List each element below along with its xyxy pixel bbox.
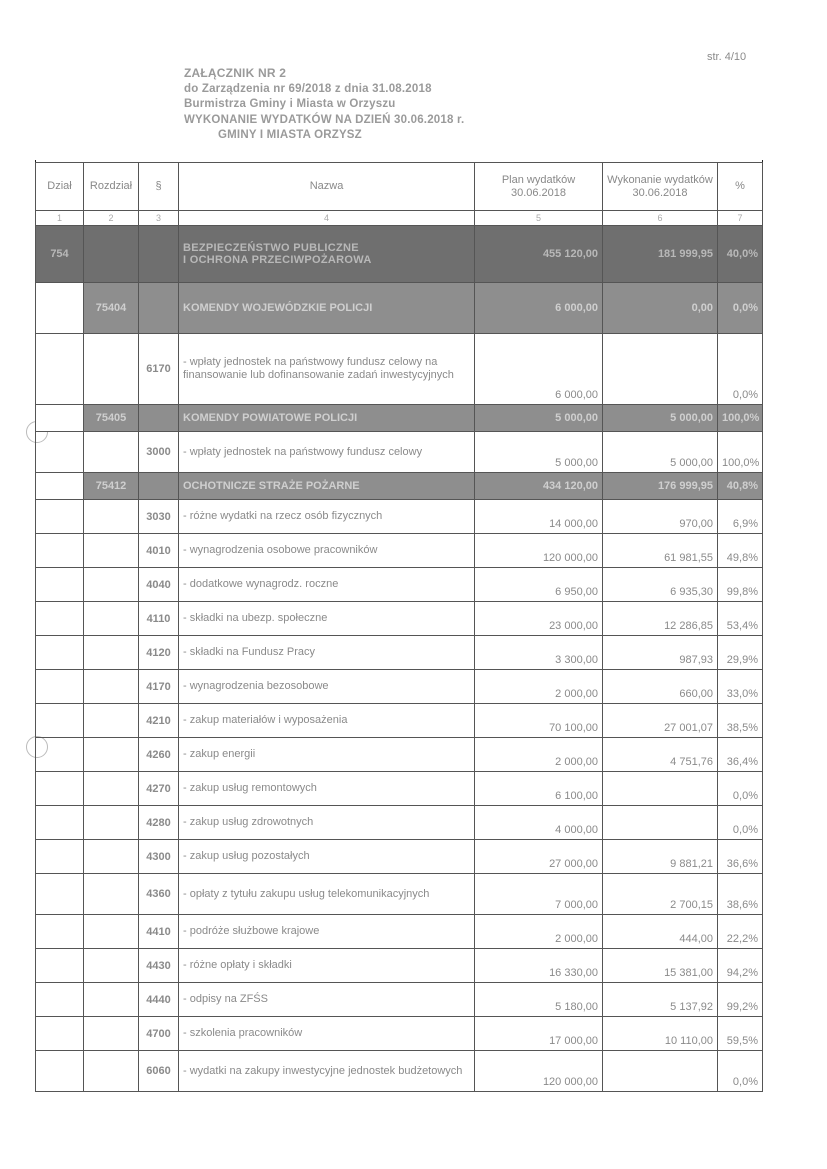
row-blank bbox=[84, 983, 139, 1017]
header-title: WYKONANIE WYDATKÓW NA DZIEŃ 30.06.2018 r. bbox=[184, 113, 465, 126]
page-number: str. 4/10 bbox=[707, 51, 747, 63]
row-blank bbox=[36, 636, 84, 670]
row-blank bbox=[84, 1051, 139, 1092]
row-name: - różne opłaty i składki bbox=[179, 949, 475, 983]
row-blank bbox=[36, 534, 84, 568]
row-blank bbox=[84, 334, 139, 405]
subsection-plan: 5 000,00 bbox=[475, 405, 603, 432]
row-paragraf: 4280 bbox=[139, 806, 179, 840]
col-number: 7 bbox=[718, 211, 763, 226]
table-row bbox=[36, 1051, 763, 1092]
subsection-percent: 40,8% bbox=[718, 473, 763, 500]
row-blank bbox=[36, 432, 84, 473]
table-row bbox=[36, 334, 763, 405]
section-name-line1: BEZPIECZEŃSTWO PUBLICZNE bbox=[183, 242, 359, 254]
row-blank bbox=[84, 534, 139, 568]
row-wykonanie: 12 286,85 bbox=[603, 602, 718, 636]
section-blank bbox=[84, 226, 139, 283]
row-blank bbox=[36, 1051, 84, 1092]
row-blank bbox=[36, 983, 84, 1017]
row-wykonanie bbox=[603, 772, 718, 806]
row-paragraf: 6170 bbox=[139, 334, 179, 405]
row-percent: 0,0% bbox=[718, 806, 763, 840]
section-name-line2: I OCHRONA PRZECIWPOŻAROWA bbox=[183, 254, 372, 266]
row-paragraf: 4040 bbox=[139, 568, 179, 602]
section-dzial: 754 bbox=[36, 226, 84, 283]
row-percent: 94,2% bbox=[718, 949, 763, 983]
row-name: - składki na ubezp. społeczne bbox=[179, 602, 475, 636]
row-percent: 6,9% bbox=[718, 500, 763, 534]
row-wykonanie: 10 110,00 bbox=[603, 1017, 718, 1051]
table-row bbox=[36, 602, 763, 636]
row-blank bbox=[36, 1017, 84, 1051]
table-row bbox=[36, 949, 763, 983]
subsection-plan: 434 120,00 bbox=[475, 473, 603, 500]
row-paragraf: 4410 bbox=[139, 915, 179, 949]
column-number-row bbox=[36, 211, 763, 226]
row-plan: 6 000,00 bbox=[475, 334, 603, 405]
row-blank bbox=[84, 500, 139, 534]
subsection-row bbox=[36, 405, 763, 432]
row-plan: 2 000,00 bbox=[475, 915, 603, 949]
row-paragraf: 3000 bbox=[139, 432, 179, 473]
subsection-blank bbox=[36, 405, 84, 432]
row-name: - wydatki na zakupy inwestycyjne jednostek budżetowych bbox=[179, 1051, 475, 1092]
row-plan: 14 000,00 bbox=[475, 500, 603, 534]
subsection-blank bbox=[36, 473, 84, 500]
row-wykonanie: 5 000,00 bbox=[603, 432, 718, 473]
row-blank bbox=[36, 704, 84, 738]
row-wykonanie: 27 001,07 bbox=[603, 704, 718, 738]
row-name: - wpłaty jednostek na państwowy fundusz celowy na finansowanie lub dofinansowanie zadań inwestycyjnych bbox=[179, 334, 475, 405]
row-paragraf: 4360 bbox=[139, 874, 179, 915]
row-name: - zakup usług remontowych bbox=[179, 772, 475, 806]
row-wykonanie: 5 137,92 bbox=[603, 983, 718, 1017]
row-name: - składki na Fundusz Pracy bbox=[179, 636, 475, 670]
row-name: - szkolenia pracowników bbox=[179, 1017, 475, 1051]
row-percent: 59,5% bbox=[718, 1017, 763, 1051]
row-plan: 4 000,00 bbox=[475, 806, 603, 840]
table-row bbox=[36, 568, 763, 602]
row-blank bbox=[84, 568, 139, 602]
col-header-wykonanie: Wykonanie wydatków 30.06.2018 bbox=[603, 163, 718, 211]
row-wykonanie bbox=[603, 806, 718, 840]
row-plan: 23 000,00 bbox=[475, 602, 603, 636]
row-blank bbox=[84, 704, 139, 738]
table-row bbox=[36, 915, 763, 949]
row-name: - wynagrodzenia osobowe pracowników bbox=[179, 534, 475, 568]
col-number: 2 bbox=[84, 211, 139, 226]
col-number: 3 bbox=[139, 211, 179, 226]
row-blank bbox=[36, 772, 84, 806]
subsection-wykonanie: 176 999,95 bbox=[603, 473, 718, 500]
row-name: - odpisy na ZFŚS bbox=[179, 983, 475, 1017]
row-wykonanie: 61 981,55 bbox=[603, 534, 718, 568]
header-ordinance: do Zarządzenia nr 69/2018 z dnia 31.08.2018 bbox=[184, 82, 432, 95]
row-name: - opłaty z tytułu zakupu usług telekomunikacyjnych bbox=[179, 874, 475, 915]
row-blank bbox=[36, 670, 84, 704]
section-blank bbox=[139, 226, 179, 283]
row-blank bbox=[36, 874, 84, 915]
section-name bbox=[179, 226, 475, 283]
row-name: - zakup usług zdrowotnych bbox=[179, 806, 475, 840]
row-blank bbox=[36, 568, 84, 602]
table-row bbox=[36, 534, 763, 568]
col-header-rozdzial: Rozdział bbox=[84, 163, 139, 211]
subsection-row bbox=[36, 283, 763, 334]
header-municipality: GMINY I MIASTA ORZYSZ bbox=[218, 129, 362, 141]
document-header bbox=[184, 66, 464, 144]
subsection-rozdzial: 75412 bbox=[84, 473, 139, 500]
expenditure-table bbox=[35, 162, 763, 1092]
row-blank bbox=[36, 840, 84, 874]
row-percent: 99,8% bbox=[718, 568, 763, 602]
row-percent: 38,5% bbox=[718, 704, 763, 738]
section-plan: 455 120,00 bbox=[475, 226, 603, 283]
row-blank bbox=[36, 949, 84, 983]
row-wykonanie: 660,00 bbox=[603, 670, 718, 704]
row-blank bbox=[84, 432, 139, 473]
row-plan: 120 000,00 bbox=[475, 1051, 603, 1092]
row-blank bbox=[84, 670, 139, 704]
row-blank bbox=[84, 806, 139, 840]
row-percent: 49,8% bbox=[718, 534, 763, 568]
subsection-name: KOMENDY WOJEWÓDZKIE POLICJI bbox=[179, 283, 475, 334]
row-plan: 27 000,00 bbox=[475, 840, 603, 874]
row-percent: 53,4% bbox=[718, 602, 763, 636]
table-row bbox=[36, 500, 763, 534]
row-plan: 17 000,00 bbox=[475, 1017, 603, 1051]
subsection-blank bbox=[139, 405, 179, 432]
row-blank bbox=[84, 636, 139, 670]
col-header-dzial: Dział bbox=[36, 163, 84, 211]
row-percent: 0,0% bbox=[718, 334, 763, 405]
section-percent: 40,0% bbox=[718, 226, 763, 283]
row-plan: 6 950,00 bbox=[475, 568, 603, 602]
row-blank bbox=[84, 915, 139, 949]
subsection-name: KOMENDY POWIATOWE POLICJI bbox=[179, 405, 475, 432]
table-row bbox=[36, 738, 763, 772]
row-name: - zakup materiałów i wyposażenia bbox=[179, 704, 475, 738]
row-paragraf: 4210 bbox=[139, 704, 179, 738]
row-wykonanie: 987,93 bbox=[603, 636, 718, 670]
subsection-percent: 100,0% bbox=[718, 405, 763, 432]
row-blank bbox=[84, 1017, 139, 1051]
subsection-row bbox=[36, 473, 763, 500]
row-percent: 33,0% bbox=[718, 670, 763, 704]
col-number: 4 bbox=[179, 211, 475, 226]
row-blank bbox=[84, 602, 139, 636]
row-paragraf: 4010 bbox=[139, 534, 179, 568]
row-wykonanie: 15 381,00 bbox=[603, 949, 718, 983]
subsection-wykonanie: 5 000,00 bbox=[603, 405, 718, 432]
row-wykonanie: 970,00 bbox=[603, 500, 718, 534]
table-row bbox=[36, 772, 763, 806]
row-name: - wpłaty jednostek na państwowy fundusz celowy bbox=[179, 432, 475, 473]
row-blank bbox=[36, 602, 84, 636]
col-header-plan: Plan wydatków 30.06.2018 bbox=[475, 163, 603, 211]
row-wykonanie: 444,00 bbox=[603, 915, 718, 949]
subsection-wykonanie: 0,00 bbox=[603, 283, 718, 334]
row-name: - podróże służbowe krajowe bbox=[179, 915, 475, 949]
row-plan: 5 000,00 bbox=[475, 432, 603, 473]
row-blank bbox=[84, 874, 139, 915]
row-paragraf: 4430 bbox=[139, 949, 179, 983]
row-percent: 22,2% bbox=[718, 915, 763, 949]
row-plan: 2 000,00 bbox=[475, 738, 603, 772]
subsection-plan: 6 000,00 bbox=[475, 283, 603, 334]
col-number: 6 bbox=[603, 211, 718, 226]
row-plan: 120 000,00 bbox=[475, 534, 603, 568]
row-plan: 70 100,00 bbox=[475, 704, 603, 738]
row-name: - zakup usług pozostałych bbox=[179, 840, 475, 874]
col-header-paragraf: § bbox=[139, 163, 179, 211]
row-plan: 3 300,00 bbox=[475, 636, 603, 670]
row-paragraf: 4260 bbox=[139, 738, 179, 772]
row-paragraf: 3030 bbox=[139, 500, 179, 534]
row-percent: 36,4% bbox=[718, 738, 763, 772]
row-percent: 0,0% bbox=[718, 1051, 763, 1092]
subsection-rozdzial: 75404 bbox=[84, 283, 139, 334]
subsection-name: OCHOTNICZE STRAŻE POŻARNE bbox=[179, 473, 475, 500]
table-row bbox=[36, 704, 763, 738]
section-wykonanie: 181 999,95 bbox=[603, 226, 718, 283]
table-row bbox=[36, 806, 763, 840]
row-percent: 29,9% bbox=[718, 636, 763, 670]
table-row bbox=[36, 840, 763, 874]
row-blank bbox=[84, 772, 139, 806]
row-percent: 36,6% bbox=[718, 840, 763, 874]
row-blank bbox=[36, 738, 84, 772]
row-name: - zakup energii bbox=[179, 738, 475, 772]
col-header-percent: % bbox=[718, 163, 763, 211]
row-wykonanie: 4 751,76 bbox=[603, 738, 718, 772]
row-blank bbox=[36, 806, 84, 840]
col-number: 1 bbox=[36, 211, 84, 226]
row-paragraf: 4120 bbox=[139, 636, 179, 670]
table-row bbox=[36, 1017, 763, 1051]
table-row bbox=[36, 636, 763, 670]
table-header-row bbox=[36, 163, 763, 211]
col-number: 5 bbox=[475, 211, 603, 226]
table-row bbox=[36, 983, 763, 1017]
row-percent: 100,0% bbox=[718, 432, 763, 473]
row-name: - różne wydatki na rzecz osób fizycznych bbox=[179, 500, 475, 534]
subsection-blank bbox=[139, 473, 179, 500]
subsection-blank bbox=[139, 283, 179, 334]
row-blank bbox=[36, 500, 84, 534]
row-wykonanie: 2 700,15 bbox=[603, 874, 718, 915]
table-row bbox=[36, 670, 763, 704]
row-plan: 16 330,00 bbox=[475, 949, 603, 983]
row-percent: 38,6% bbox=[718, 874, 763, 915]
row-wykonanie bbox=[603, 334, 718, 405]
row-blank bbox=[84, 949, 139, 983]
header-mayor: Burmistrza Gminy i Miasta w Orzyszu bbox=[184, 98, 396, 110]
table-row bbox=[36, 874, 763, 915]
row-percent: 99,2% bbox=[718, 983, 763, 1017]
subsection-rozdzial: 75405 bbox=[84, 405, 139, 432]
row-paragraf: 6060 bbox=[139, 1051, 179, 1092]
row-plan: 6 100,00 bbox=[475, 772, 603, 806]
row-blank bbox=[36, 915, 84, 949]
col-header-nazwa: Nazwa bbox=[179, 163, 475, 211]
row-paragraf: 4170 bbox=[139, 670, 179, 704]
row-name: - dodatkowe wynagrodz. roczne bbox=[179, 568, 475, 602]
row-wykonanie: 9 881,21 bbox=[603, 840, 718, 874]
row-name: - wynagrodzenia bezosobowe bbox=[179, 670, 475, 704]
table-row bbox=[36, 432, 763, 473]
row-plan: 2 000,00 bbox=[475, 670, 603, 704]
row-wykonanie bbox=[603, 1051, 718, 1092]
row-blank bbox=[36, 334, 84, 405]
row-paragraf: 4440 bbox=[139, 983, 179, 1017]
row-paragraf: 4110 bbox=[139, 602, 179, 636]
row-paragraf: 4700 bbox=[139, 1017, 179, 1051]
header-attachment: ZAŁĄCZNIK NR 2 bbox=[184, 66, 287, 80]
section-row bbox=[36, 226, 763, 283]
row-wykonanie: 6 935,30 bbox=[603, 568, 718, 602]
row-percent: 0,0% bbox=[718, 772, 763, 806]
row-paragraf: 4270 bbox=[139, 772, 179, 806]
subsection-blank bbox=[36, 283, 84, 334]
row-plan: 7 000,00 bbox=[475, 874, 603, 915]
row-blank bbox=[84, 738, 139, 772]
subsection-percent: 0,0% bbox=[718, 283, 763, 334]
row-paragraf: 4300 bbox=[139, 840, 179, 874]
row-blank bbox=[84, 840, 139, 874]
row-plan: 5 180,00 bbox=[475, 983, 603, 1017]
